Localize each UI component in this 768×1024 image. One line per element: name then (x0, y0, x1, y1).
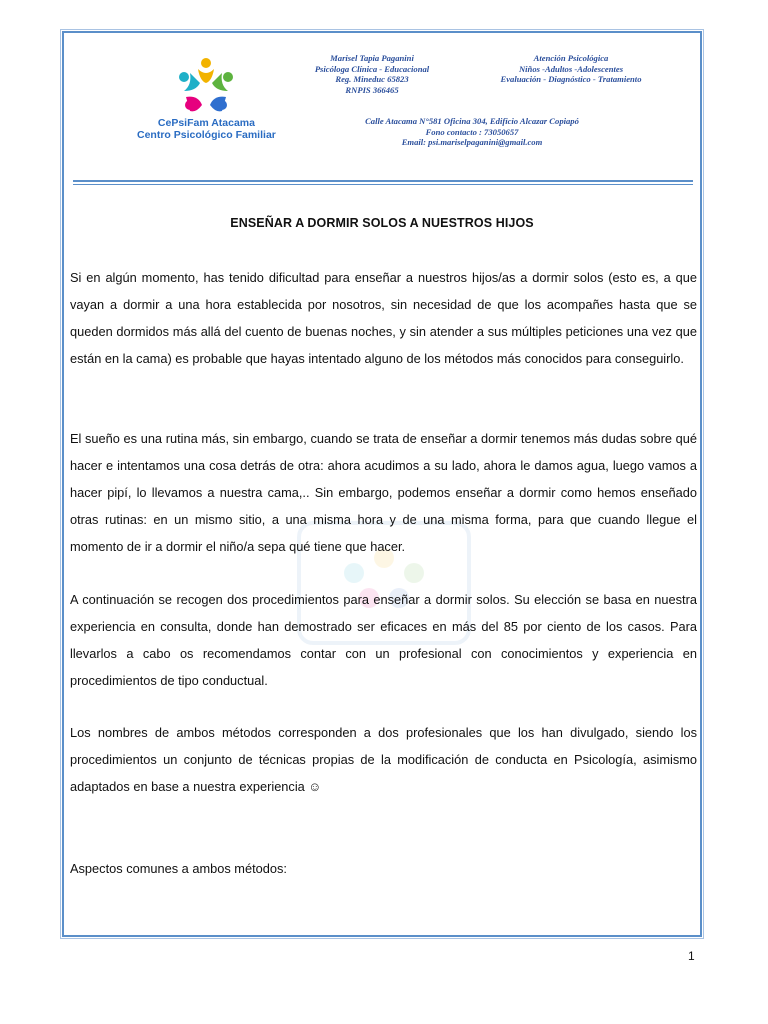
page-frame (62, 31, 702, 937)
header-divider-thin (73, 184, 693, 185)
psychologist-rnpis: RNPIS 366465 (345, 84, 399, 95)
email-contact: Email: psi.mariselpaganini@gmail.com (401, 137, 543, 147)
letterhead (64, 33, 700, 183)
phone-contact: Fono contacto : 73050657 (425, 126, 519, 137)
document-title: ENSEÑAR A DORMIR SOLOS A NUESTROS HIJOS (230, 216, 534, 230)
services-info (496, 53, 646, 85)
services-scope: Evaluación - Diagnóstico - Tratamiento (500, 74, 642, 84)
logo-name-line1: CePsiFam Atacama (157, 117, 255, 129)
paragraph-routine: El sueño es una rutina más, sin embargo, cuando se trata de enseñar a dormir tenemos más dudas sobre qué hacer e intentamos una cosa detrás de otra: ahora acudimos a su lado, ahora le damos agua, luego vamos a hacer pipí, lo llevamos a nuestra cama,.. Sin embargo, podemos enseñar a dormir como hemos enseñado otras rutinas: en un mismo sitio, a una misma hora y de una misma forma, para que cuando llegue el momento de ir a dormir el niño/a sepa qué tiene que hacer. (70, 431, 697, 554)
logo-name (137, 117, 276, 141)
paragraph-methods-names: Los nombres de ambos métodos corresponden a dos profesionales que los han divulgado, siendo los procedimientos un conjunto de técnicas propias de la modificación de conducta en Psicología, asimismo adaptados en base a nuestra experiencia ☺ (70, 725, 697, 794)
services-audience: Niños -Adultos -Adolescentes (518, 63, 624, 74)
street-address: Calle Atacama N°581 Oficina 304, Edificio Alcazar Copiapó (365, 116, 579, 126)
psychologist-specialty: Psicóloga Clínica - Educacional (314, 63, 430, 74)
family-logo-icon (176, 57, 236, 115)
address-block (322, 116, 622, 148)
header-divider (73, 180, 693, 182)
paragraph-intro: Si en algún momento, has tenido dificultad para enseñar a nuestros hijos/as a dormir solos (esto es, a que vayan a dormir a una hora establecida por nosotros, sin necesidad de que los acompañes hasta que se queden dormidos más allá del cuento de buenas noches, y sin atender a sus múltiples peticiones una vez que están en la cama) es probable que hayas intentado alguno de los métodos más conocidos para conseguirlo. (70, 270, 697, 366)
paragraph-common-aspects: Aspectos comunes a ambos métodos: (70, 861, 287, 876)
logo-name-line2: Centro Psicológico Familiar (137, 129, 276, 141)
psychologist-registry: Reg. Mineduc 65823 (335, 74, 409, 84)
paragraph-procedures: A continuación se recogen dos procedimientos para enseñar a dormir solos. Su elección se basa en nuestra experiencia en consulta, donde han demostrado ser eficaces en más del 85 por ciento de los casos. Para llevarlos a cabo os recomendamos contar con un profesional con conocimientos y experiencia en procedimientos de tipo conductual. (70, 592, 697, 688)
psychologist-info (302, 53, 442, 95)
services-title: Atención Psicológica (533, 53, 609, 63)
psychologist-name: Marisel Tapia Paganini (330, 53, 414, 63)
page-number: 1 (688, 949, 695, 963)
